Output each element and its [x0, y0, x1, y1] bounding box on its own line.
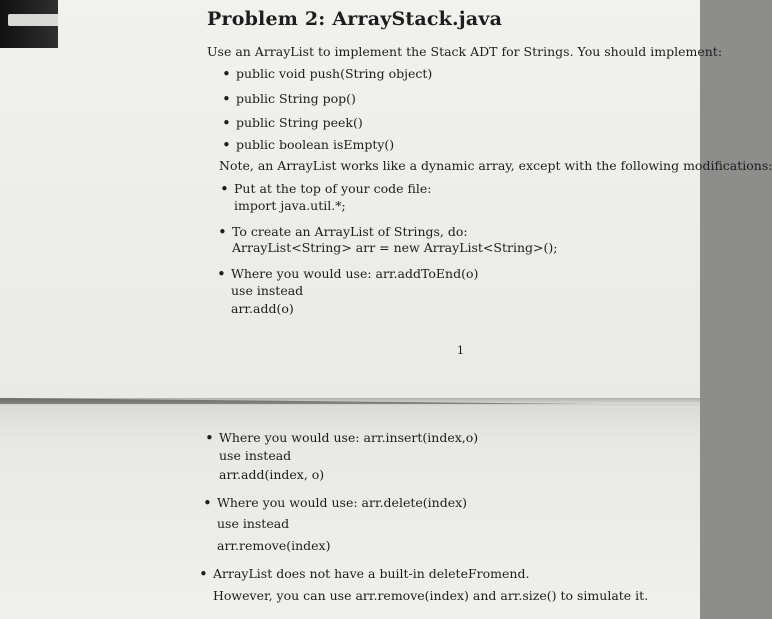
continued-item-code: arr.remove(index)	[217, 538, 331, 553]
mod-item-code: ArrayList<String> arr = new ArrayList<String>();	[232, 240, 558, 255]
continued-item-label: • Where you would use: arr.delete(index)	[217, 495, 467, 510]
continued-item-label: • Where you would use: arr.insert(index,o)	[219, 430, 478, 445]
page-fold-shadow	[0, 398, 700, 406]
method-item: • public String peek()	[236, 115, 363, 130]
mod-item-label: • Put at the top of your code file:	[234, 181, 431, 196]
mod-item-text: use instead	[231, 283, 304, 298]
continued-item-code: arr.add(index, o)	[219, 467, 325, 482]
continued-item-label: • ArrayList does not have a built-in deleteFromend.	[213, 566, 529, 581]
method-item: • public void push(String object)	[236, 66, 432, 81]
note-text: Note, an ArrayList works like a dynamic array, except with the following modifications:	[219, 158, 772, 173]
mod-item-label: • Where you would use: arr.addToEnd(o)	[231, 266, 478, 281]
method-item: • public boolean isEmpty()	[236, 137, 394, 152]
problem-title: Problem 2: ArrayStack.java	[207, 8, 503, 30]
mod-item-code: arr.add(o)	[231, 301, 294, 316]
method-item: • public String pop()	[236, 91, 356, 106]
continued-item-text: use instead	[219, 448, 292, 463]
mod-item-label: • To create an ArrayList of Strings, do:	[232, 224, 468, 239]
continued-item-text: However, you can use arr.remove(index) and arr.size() to simulate it.	[213, 588, 649, 603]
page-number: 1	[457, 344, 464, 357]
continued-item-text: use instead	[217, 516, 290, 531]
desk-object	[8, 14, 64, 26]
mod-item-code: import java.util.*;	[234, 198, 346, 213]
intro-text: Use an ArrayList to implement the Stack ADT for Strings. You should implement:	[207, 44, 723, 59]
